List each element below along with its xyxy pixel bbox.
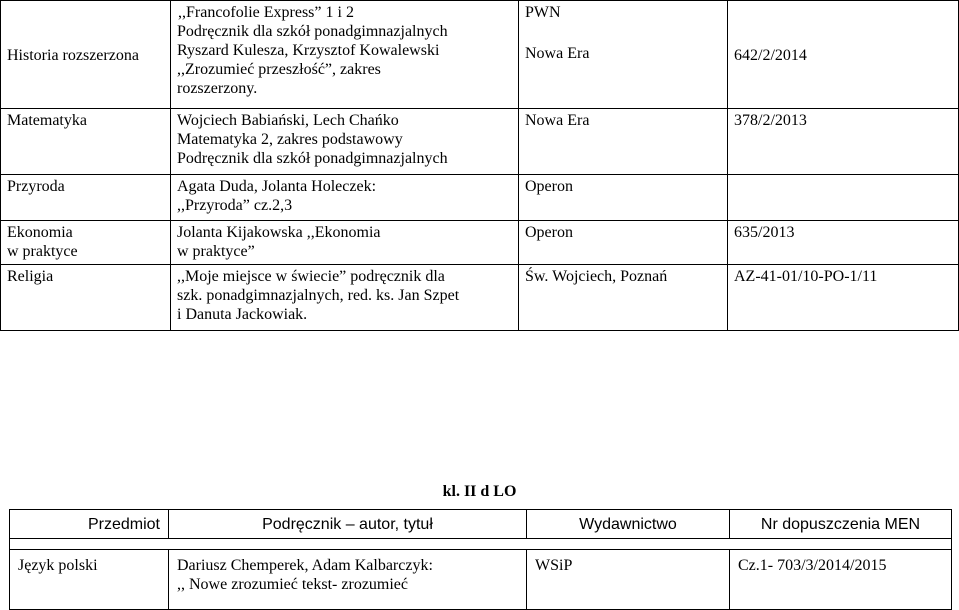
table-row — [10, 550, 952, 610]
publisher-cell — [519, 1, 728, 109]
table-row — [1, 221, 959, 265]
textbook-cell — [171, 109, 519, 175]
subject-name: Historia rozszerzona — [7, 47, 139, 64]
textbook-line: Podręcznik dla szkół ponadgimnazjalnych — [177, 23, 448, 40]
publisher-cell — [519, 265, 728, 331]
textbook-line: Podręcznik dla szkół ponadgimnazjalnych — [177, 150, 448, 167]
subject-name: Matematyka — [7, 112, 87, 129]
subject-name: Ekonomia — [7, 224, 73, 241]
publisher-name: Nowa Era — [525, 45, 590, 62]
textbook-line: ,,Zrozumieć przeszłość”, zakres — [177, 61, 381, 78]
publisher-cell — [519, 221, 728, 265]
column-header-publisher: Wydawnictwo — [527, 510, 730, 539]
publisher-cell — [527, 550, 730, 610]
textbook-line: Ryszard Kulesza, Krzysztof Kowalewski — [177, 42, 440, 59]
textbook-cell — [171, 265, 519, 331]
subject-name: Język polski — [18, 557, 98, 574]
textbook-line: i Danuta Jackowiak. — [177, 306, 308, 323]
publisher-name: WSiP — [535, 557, 573, 574]
table-spacer-row — [10, 539, 952, 550]
subject-cell — [1, 221, 171, 265]
textbook-line: ,,Przyroda” cz.2,3 — [177, 197, 293, 214]
textbook-line: Wojciech Babiański, Lech Chańko — [177, 112, 399, 129]
approval-cell — [728, 1, 959, 109]
textbook-line: Matematyka 2, zakres podstawowy — [177, 131, 403, 148]
table-row — [1, 265, 959, 331]
publisher-name: PWN — [525, 4, 561, 21]
approval-cell — [728, 265, 959, 331]
subject-cell — [1, 175, 171, 221]
textbook-line: Jolanta Kijakowska ,,Ekonomia — [177, 224, 381, 241]
column-header-subject: Przedmiot — [10, 510, 169, 539]
publisher-name: Operon — [525, 224, 573, 241]
subject-name: Przyroda — [7, 178, 65, 195]
textbook-cell — [171, 175, 519, 221]
textbook-line: szk. ponadgimnazjalnych, red. ks. Jan Szpet — [177, 287, 460, 304]
approval-number: 635/2013 — [734, 224, 795, 241]
approval-cell — [728, 221, 959, 265]
publisher-name: Nowa Era — [525, 112, 590, 129]
textbook-line: rozszerzony. — [177, 80, 258, 97]
subject-cell — [1, 109, 171, 175]
textbook-cell — [169, 550, 527, 610]
textbook-cell — [171, 1, 519, 109]
textbook-line: ,,Francofolie Express” 1 i 2 — [178, 4, 354, 21]
textbook-line: Dariusz Chemperek, Adam Kalbarczyk: — [177, 557, 433, 574]
publisher-name: Św. Wojciech, Poznań — [525, 268, 668, 285]
table-row — [1, 1, 959, 109]
subject-cell — [10, 550, 169, 610]
approval-number: 378/2/2013 — [734, 112, 807, 129]
textbook-line: w praktyce” — [177, 243, 255, 260]
textbook-table-class-2d — [9, 509, 952, 610]
publisher-cell — [519, 109, 728, 175]
approval-number: Cz.1- 703/3/2014/2015 — [738, 557, 887, 574]
subject-cell — [1, 1, 171, 109]
publisher-cell — [519, 175, 728, 221]
textbook-cell — [171, 221, 519, 265]
table-row — [1, 109, 959, 175]
approval-number: 642/2/2014 — [734, 47, 807, 64]
table-header-row — [10, 510, 952, 539]
class-heading: kl. II d LO — [442, 483, 517, 500]
publisher-name: Operon — [525, 178, 573, 195]
approval-cell — [728, 175, 959, 221]
table-row — [1, 175, 959, 221]
subject-cell — [1, 265, 171, 331]
approval-number: AZ-41-01/10-PO-1/11 — [734, 268, 878, 285]
textbook-line: ,, Nowe zrozumieć tekst- zrozumieć — [177, 576, 409, 593]
textbook-line: Agata Duda, Jolanta Holeczek: — [177, 178, 377, 195]
approval-cell — [730, 550, 952, 610]
textbook-line: ,,Moje miejsce w świecie” podręcznik dla — [177, 268, 445, 285]
column-header-approval: Nr dopuszczenia MEN — [730, 510, 952, 539]
subject-name: w praktyce — [7, 243, 78, 260]
column-header-textbook: Podręcznik – autor, tytuł — [169, 510, 527, 539]
subject-name: Religia — [7, 268, 54, 285]
approval-cell — [728, 109, 959, 175]
